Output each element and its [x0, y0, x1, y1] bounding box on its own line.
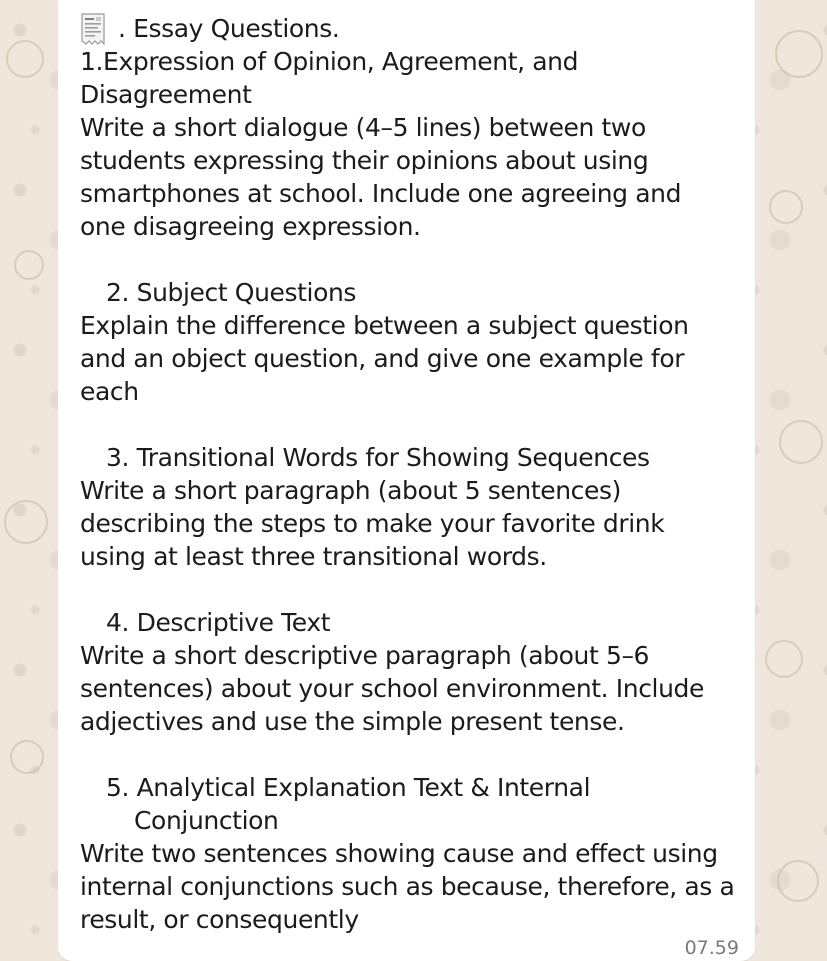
paragraph-gap [80, 243, 735, 276]
section-4-body: Write a short descriptive paragraph (about 5–6 [80, 641, 650, 670]
wallpaper-doodle [10, 740, 44, 774]
section-1-body: one disagreeing expression. [80, 212, 421, 241]
section-1-body: Write a short dialogue (4–5 lines) between two [80, 113, 646, 142]
section-3-body: Write a short paragraph (about 5 sentences) [80, 476, 621, 505]
message-text [80, 12, 735, 936]
receipt-document-emoji-icon [80, 13, 106, 45]
paragraph-gap [80, 573, 735, 606]
wallpaper-doodle [769, 190, 803, 224]
paragraph-gap [80, 408, 735, 441]
wallpaper-doodle [765, 640, 803, 678]
section-2-body: Explain the difference between a subject question [80, 311, 689, 340]
chat-wallpaper-left [0, 0, 58, 961]
section-3-title: 3. Transitional Words for Showing Sequences [106, 443, 650, 472]
section-2-body: each [80, 377, 139, 406]
section-3-body: using at least three transitional words. [80, 542, 547, 571]
section-1-body: smartphones at school. Include one agreeing and [80, 179, 682, 208]
section-2-body: and an object question, and give one example for [80, 344, 685, 373]
section-4-body: sentences) about your school environment. Include [80, 674, 704, 703]
message-bubble[interactable] [58, 0, 755, 961]
section-5-title: 5. Analytical Explanation Text & Internal [106, 773, 591, 802]
wallpaper-doodle [779, 420, 823, 464]
wallpaper-doodle [14, 250, 44, 280]
section-5-body: Write two sentences showing cause and effect using [80, 839, 718, 868]
message-timestamp: 07.59 [684, 937, 739, 959]
essay-header-text: . Essay Questions. [118, 14, 340, 43]
section-4-body: adjectives and use the simple present tense. [80, 707, 625, 736]
section-5-title: Conjunction [134, 806, 279, 835]
wallpaper-doodle [4, 500, 48, 544]
wallpaper-doodle [777, 860, 819, 902]
section-2-title: 2. Subject Questions [106, 278, 357, 307]
message-header [80, 12, 735, 45]
wallpaper-doodle [6, 40, 44, 78]
wallpaper-doodle [775, 30, 823, 78]
section-4-title: 4. Descriptive Text [106, 608, 331, 637]
section-5-body: internal conjunctions such as because, therefore, as a [80, 872, 735, 901]
section-5-body: result, or consequently [80, 905, 359, 934]
section-1-title: 1.Expression of Opinion, Agreement, and [80, 47, 579, 76]
paragraph-gap [80, 738, 735, 771]
section-3-body: describing the steps to make your favorite drink [80, 509, 665, 538]
chat-wallpaper-right [755, 0, 827, 961]
section-1-title: Disagreement [80, 80, 252, 109]
section-1-body: students expressing their opinions about using [80, 146, 649, 175]
